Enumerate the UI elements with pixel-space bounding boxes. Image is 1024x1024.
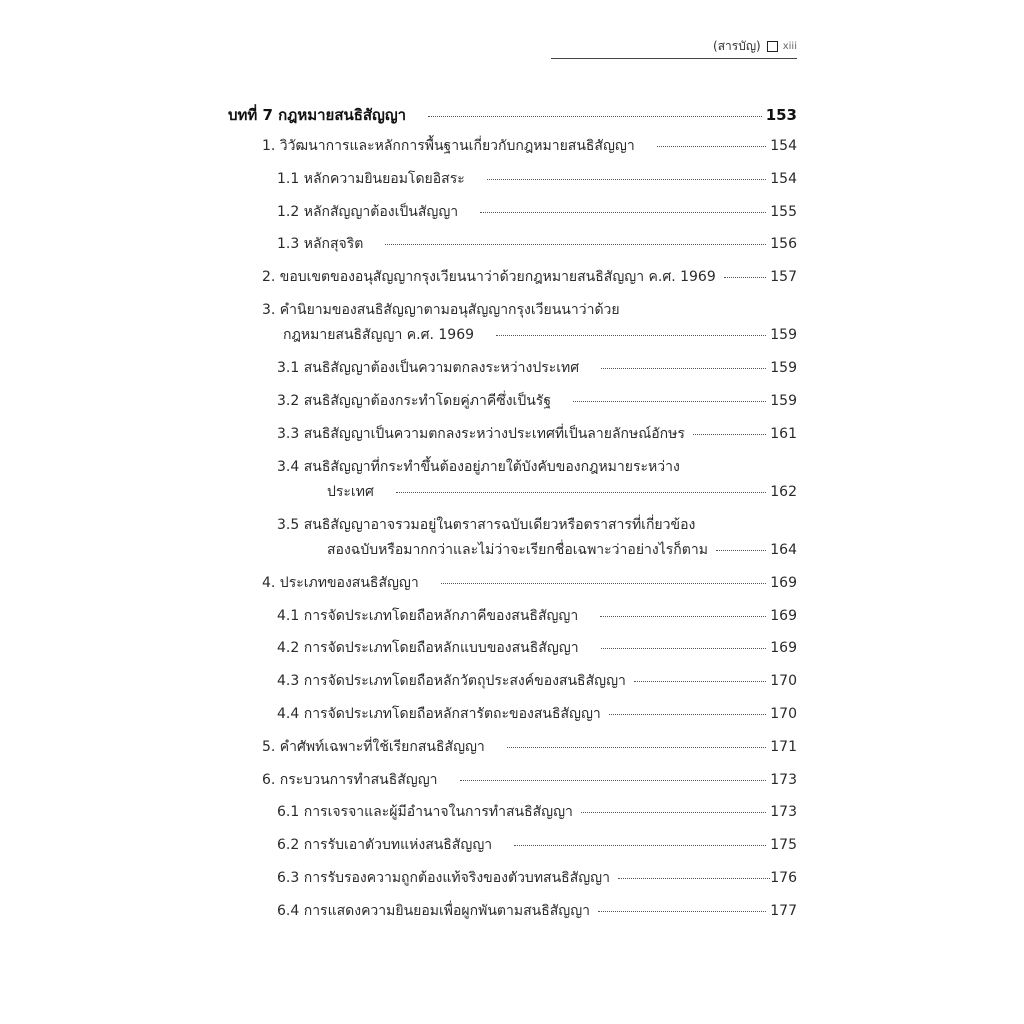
toc-entry-title: 3.3 สนธิสัญญาเป็นความตกลงระหว่างประเทศที่เป็นลายลักษณ์อักษร [277, 426, 685, 442]
toc-entry-title: 1.1 หลักความยินยอมโดยอิสระ [277, 171, 465, 187]
toc-entry-title: 6.2 การรับเอาตัวบทแห่งสนธิสัญญา [277, 837, 493, 853]
toc-entry-page: 154 [770, 171, 797, 187]
dot-leader [693, 434, 766, 435]
toc-entry-page: 169 [770, 640, 797, 656]
toc-entry-3 [0, 324, 797, 346]
dot-leader [396, 492, 766, 493]
toc-entry-1-1 [0, 168, 797, 190]
toc-entry-title: 6.1 การเจรจาและผู้มีอำนาจในการทำสนธิสัญญา [277, 804, 573, 820]
toc-entry-title: 3.2 สนธิสัญญาต้องกระทำโดยคู่ภาคีซึ่งเป็นรัฐ [277, 393, 552, 409]
dot-leader [496, 335, 766, 336]
toc-entry-page: 159 [770, 360, 797, 376]
toc-entry-page: 175 [770, 837, 797, 853]
toc-entry-page: 153 [765, 106, 797, 124]
toc-entry-3-2 [0, 390, 797, 412]
dot-leader [428, 116, 762, 117]
dot-leader [480, 212, 766, 213]
toc-entry-1 [0, 135, 797, 157]
toc-entry-4 [0, 572, 797, 594]
toc-entry-page: 173 [770, 804, 797, 820]
toc-entry-page: 177 [770, 903, 797, 919]
toc-entry-page: 159 [770, 327, 797, 343]
dot-leader [618, 878, 770, 879]
toc-entry-page: 156 [770, 236, 797, 252]
toc-entry-title: สองฉบับหรือมากกว่าและไม่ว่าจะเรียกชื่อเฉพาะว่าอย่างไรก็ตาม [327, 542, 708, 558]
toc-entry-title: 1. วิวัฒนาการและหลักการพื้นฐานเกี่ยวกับกฎหมายสนธิสัญญา [262, 138, 635, 154]
toc-entry-3-3 [0, 423, 797, 445]
toc-entry-4-4 [0, 703, 797, 725]
dot-leader [657, 146, 767, 147]
toc-entry-3-4 [0, 481, 797, 503]
toc-entry-page: 164 [770, 542, 797, 558]
toc-entry-page: 169 [770, 608, 797, 624]
running-header [551, 34, 797, 59]
toc-entry-page: 159 [770, 393, 797, 409]
toc-entry-page: 157 [770, 269, 797, 285]
toc-entry-4-1 [0, 605, 797, 627]
toc-entry-title: 4.1 การจัดประเภทโดยถือหลักภาคีของสนธิสัญญา [277, 608, 579, 624]
toc-entry-title: 4.4 การจัดประเภทโดยถือหลักสารัตถะของสนธิสัญญา [277, 706, 601, 722]
toc-entry-1-2 [0, 201, 797, 223]
toc-entry-page: 171 [770, 739, 797, 755]
dot-leader [601, 368, 766, 369]
toc-entry-title: 5. คำศัพท์เฉพาะที่ใช้เรียกสนธิสัญญา [262, 739, 485, 755]
toc-entry-title: บทที่ 7 กฎหมายสนธิสัญญา [228, 106, 407, 124]
toc-entry-page: 162 [770, 484, 797, 500]
toc-entry-page: 170 [770, 706, 797, 722]
toc-entry-2 [0, 266, 797, 288]
toc-chapter-7 [0, 103, 797, 125]
toc-entry-page: 155 [770, 204, 797, 220]
toc-entry-page: 176 [770, 870, 797, 886]
square-icon [767, 41, 778, 52]
dot-leader [573, 401, 766, 402]
toc-entry-3-5 [0, 539, 797, 561]
toc-entry-page: 161 [770, 426, 797, 442]
toc-entry-page: 173 [770, 772, 797, 788]
dot-leader [600, 616, 766, 617]
toc-entry-title: ประเทศ [327, 484, 374, 500]
dot-leader [441, 583, 767, 584]
toc-entry-title: 6.4 การแสดงความยินยอมเพื่อผูกพันตามสนธิสัญญา [277, 903, 591, 919]
toc-entry-6-3 [0, 867, 797, 889]
toc-entry-title: 1.2 หลักสัญญาต้องเป็นสัญญา [277, 204, 459, 220]
dot-leader [634, 681, 766, 682]
dot-leader [601, 648, 767, 649]
dot-leader [609, 714, 766, 715]
page-number-roman: xiii [782, 41, 797, 52]
toc-entry-page: 154 [770, 138, 797, 154]
toc-entry-page: 169 [770, 575, 797, 591]
toc-entry-title: 3.1 สนธิสัญญาต้องเป็นความตกลงระหว่างประเทศ [277, 360, 580, 376]
toc-entry-title: 4.3 การจัดประเภทโดยถือหลักวัตถุประสงค์ของสนธิสัญญา [277, 673, 626, 689]
toc-entry-1-3 [0, 233, 797, 255]
toc-entry-3-5-line1: 3.5 สนธิสัญญาอาจรวมอยู่ในตราสารฉบับเดียวหรือตราสารที่เกี่ยวข้อง [277, 517, 696, 533]
toc-entry-page: 170 [770, 673, 797, 689]
dot-leader [724, 277, 767, 278]
header-label: (สารบัญ) [713, 39, 761, 53]
toc-entry-title: 4. ประเภทของสนธิสัญญา [262, 575, 419, 591]
dot-leader [514, 845, 766, 846]
toc-entry-4-3 [0, 670, 797, 692]
toc-entry-title: กฎหมายสนธิสัญญา ค.ศ. 1969 [283, 327, 475, 343]
toc-entry-6-4 [0, 900, 797, 922]
toc-entry-title: 6. กระบวนการทำสนธิสัญญา [262, 772, 438, 788]
toc-entry-title: 4.2 การจัดประเภทโดยถือหลักแบบของสนธิสัญญา [277, 640, 579, 656]
dot-leader [507, 747, 766, 748]
toc-entry-title: 1.3 หลักสุจริต [277, 236, 364, 252]
toc-entry-3-4-line1: 3.4 สนธิสัญญาที่กระทำขึ้นต้องอยู่ภายใต้บังคับของกฎหมายระหว่าง [277, 459, 680, 475]
toc-entry-title: 6.3 การรับรองความถูกต้องแท้จริงของตัวบทสนธิสัญญา [277, 870, 610, 886]
dot-leader [460, 780, 767, 781]
dot-leader [487, 179, 767, 180]
toc-entry-5 [0, 736, 797, 758]
toc-entry-6 [0, 769, 797, 791]
dot-leader [598, 911, 766, 912]
dot-leader [716, 550, 766, 551]
dot-leader [385, 244, 766, 245]
toc-entry-6-1 [0, 801, 797, 823]
toc-entry-title: 2. ขอบเขตของอนุสัญญากรุงเวียนนาว่าด้วยกฎหมายสนธิสัญญา ค.ศ. 1969 [262, 269, 716, 285]
toc-entry-4-2 [0, 637, 797, 659]
toc-entry-6-2 [0, 834, 797, 856]
toc-entry-3-1 [0, 357, 797, 379]
toc-entry-3-line1: 3. คำนิยามของสนธิสัญญาตามอนุสัญญากรุงเวียนนาว่าด้วย [262, 302, 620, 318]
dot-leader [581, 812, 766, 813]
